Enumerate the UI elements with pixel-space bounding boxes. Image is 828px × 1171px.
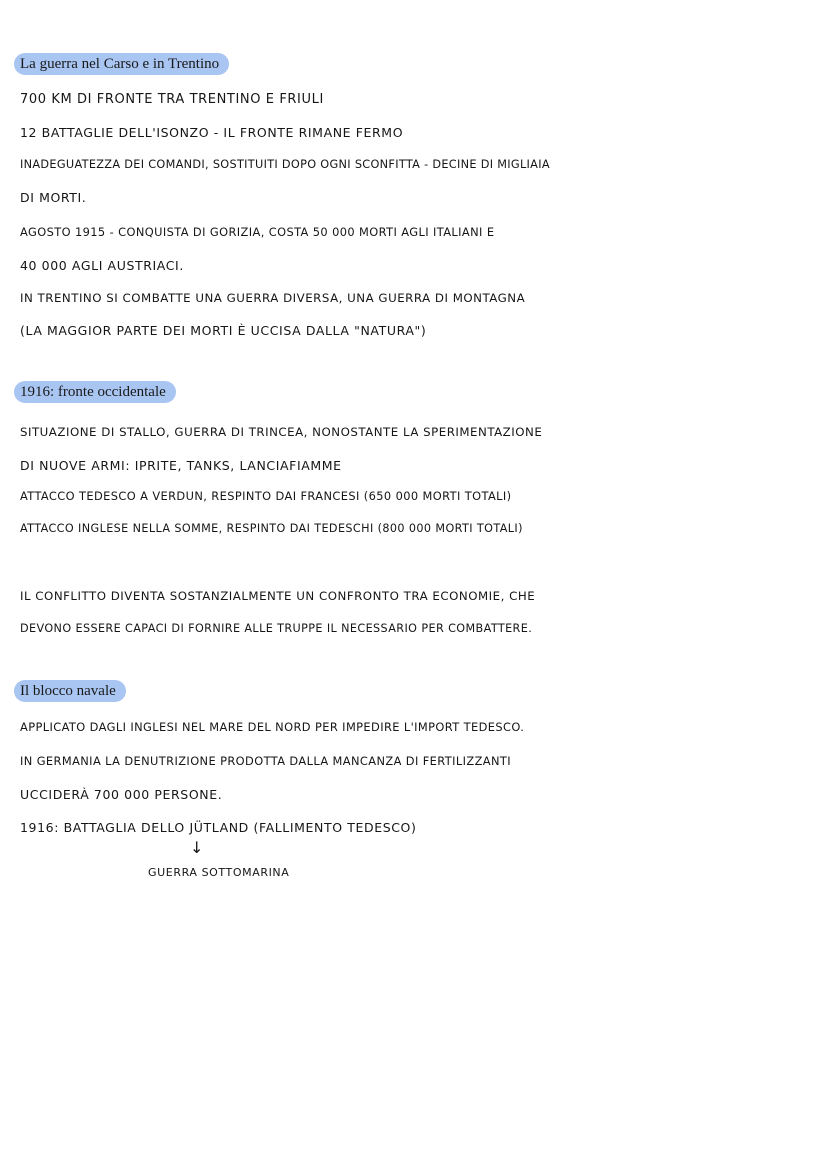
note-line: IN TRENTINO SI COMBATTE UNA GUERRA DIVERSA, UNA GUERRA DI MONTAGNA: [20, 291, 526, 305]
note-line: APPLICATO DAGLI INGLESI NEL MARE DEL NORD PER IMPEDIRE L'IMPORT TEDESCO.: [20, 720, 525, 734]
note-line: (LA MAGGIOR PARTE DEI MORTI È UCCISA DALLA "NATURA"): [20, 323, 427, 338]
note-line: 700 KM DI FRONTE TRA TRENTINO E FRIULI: [20, 92, 324, 107]
section-heading-blocco-navale: Il blocco navale: [14, 680, 126, 702]
note-line: GUERRA SOTTOMARINA: [148, 866, 290, 879]
note-line: ATTACCO TEDESCO A VERDUN, RESPINTO DAI FRANCESI (650 000 MORTI TOTALI): [20, 489, 512, 503]
note-line: ATTACCO INGLESE NELLA SOMME, RESPINTO DAI TEDESCHI (800 000 MORTI TOTALI): [20, 522, 523, 535]
section-heading-fronte-occidentale: 1916: fronte occidentale: [14, 381, 176, 403]
section-heading-carso: La guerra nel Carso e in Trentino: [14, 53, 229, 75]
note-line: IL CONFLITTO DIVENTA SOSTANZIALMENTE UN CONFRONTO TRA ECONOMIE, CHE: [20, 589, 536, 603]
down-arrow-icon: ↓: [190, 838, 204, 857]
note-line: 12 BATTAGLIE DELL'ISONZO - IL FRONTE RIMANE FERMO: [20, 125, 404, 140]
note-line: UCCIDERÀ 700 000 PERSONE.: [20, 787, 223, 802]
note-line: SITUAZIONE DI STALLO, GUERRA DI TRINCEA, NONOSTANTE LA SPERIMENTAZIONE: [20, 425, 543, 439]
note-line: DI NUOVE ARMI: IPRITE, TANKS, LANCIAFIAMME: [20, 458, 342, 473]
note-line: 1916: BATTAGLIA DELLO JÜTLAND (FALLIMENTO TEDESCO): [20, 820, 417, 835]
note-line: INADEGUATEZZA DEI COMANDI, SOSTITUITI DOPO OGNI SCONFITTA - DECINE DI MIGLIAIA: [20, 158, 550, 171]
note-line: IN GERMANIA LA DENUTRIZIONE PRODOTTA DALLA MANCANZA DI FERTILIZZANTI: [20, 754, 512, 768]
note-line: 40 000 AGLI AUSTRIACI.: [20, 258, 184, 273]
note-line: DI MORTI.: [20, 190, 87, 205]
note-line: DEVONO ESSERE CAPACI DI FORNIRE ALLE TRUPPE IL NECESSARIO PER COMBATTERE.: [20, 622, 533, 635]
note-line: AGOSTO 1915 - CONQUISTA DI GORIZIA, COSTA 50 000 MORTI AGLI ITALIANI E: [20, 225, 495, 239]
